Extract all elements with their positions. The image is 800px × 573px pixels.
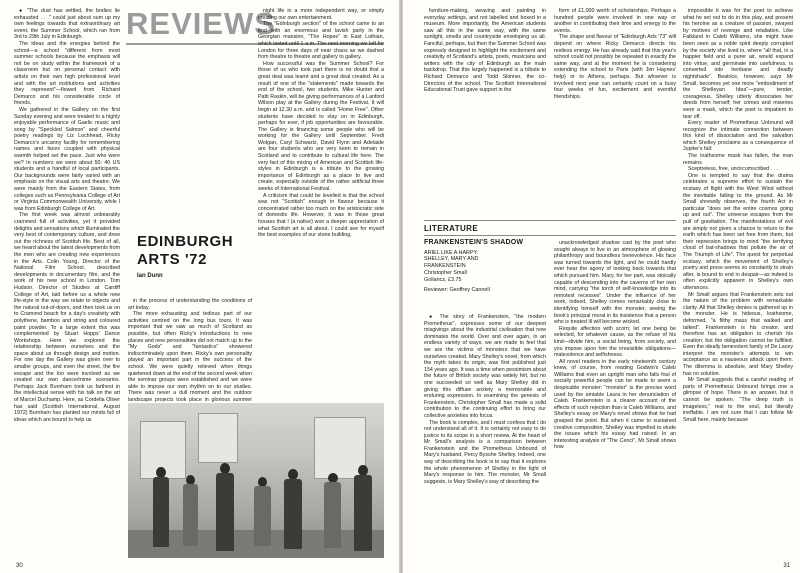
book-author: Christopher Small — [424, 269, 467, 276]
book-publisher: Gollancz, £3.75 — [424, 276, 462, 283]
paragraph: night life in a more independent way, or simply creating our own entertainment. — [258, 8, 384, 21]
book-title-line-1: ARIEL LIKE A HARPY: — [424, 249, 479, 256]
paragraph: ● The story of Frankenstein, "the modern Prometheus", expresses some of our deepest misgivings about the industrial civilisation that now dominates the world. Over and over again, in an endless variety of ways, we are made to feel that we are the victims of monsters that we have ourselves created. Mary Shelley's novel, from which the myth takes its origin, was first published just 154 years ago. It was a time when pessimism about the future of British society was widely felt, but no one succeeded so well as Mary Shelley did in giving this diffuse anxiety a memorable and enduring expression. In examining the genesis of Frankenstein, Christopher Small has made a solid contribution to the continuing effort to bring our collective anxieties into focus. — [424, 314, 546, 419]
paragraph: Mr Small argues that Frankenstein sets out the nature of the problem with remarkable clarity. All that Shelley denies is gathered up in the monster. He is hideous, loathsome, deformed, "a filthy mass that walked and talked". Frankenstein is his creator, and therefore has an obligation to cherish his creation; but the obligation cannot be fulfilled. Even the ideally benevolent family of De Lacey interpret the monster's attempts to win acceptance as a nauseous attack upon them. The dilemma is absolute, and Mary Shelley has no solution. — [683, 291, 793, 377]
left-column-2-top — [258, 8, 384, 239]
page-number-left: 30 — [16, 563, 23, 569]
paragraph: unacknowledged shadow cast by the poet who sought always to live in an atmosphere of glowing philanthropy and boundless benevolence. His face was turned towards the light, and he could hardly ever hear the agony of looking back towards that which pursued him. Mary, for her part, was stoically capable of descending into the caverns of her own mind, carrying "the torch of self-knowledge into its remotest recesses". Under the influence of her work, indeed, Shelley comes remarkably close to identifying himself with the monster, seeing the book's principal moral in its insistence that a person who is treated ill will become wicked. — [554, 240, 676, 326]
paragraph: Sceptreless, free, uncircumscribed . . . — [688, 166, 779, 173]
article-headline-block — [137, 233, 247, 295]
right-column-1-bottom — [424, 314, 546, 558]
left-column-3-middle — [258, 232, 384, 400]
book-title-line-2: SHELLEY, MARY AND — [424, 256, 479, 263]
right-column-2-bottom — [554, 240, 676, 558]
paragraph: We gathered in the Gallery on the first Sunday evening and were treated to a highly enjoyable performance of Gaelic music and song by "Speckled Salmon" and cheerful poetry readings by Liz Lochhead, Ricky Demarco's uncanny facility for remembering names and faces coupled with physical warmth helped set the pace. Just who were we? In numbers we were about 50: 40 US students and a handful of local participants. Our backgrounds were fairly varied with an emphasis on the visual arts and theatre. We were mainly from the Eastern States, from colleges such as Pennsylvania College of Art or Virginia Commonwealth University, while I was from Edinburgh College of Art. — [14, 106, 120, 212]
paragraph: The ideas and the energies behind the school—a school "different from most summer schools because the emphasis will not be on study within the framework of a classroom but on personal contact with artists on their own high professional level and with the art institutions and activities they represent"—flowed from Richard Demarco and his considerable circle of friends. — [14, 40, 120, 107]
paragraph: The first week was almost unbearably crammed full of activities, yet it provided delights and sensations which illuminated the very best of contemporary culture, and drew out the richness of Scottish life. Best of all, we heard about the latest developments from the men who are creating new experiences in the Arts. Colin Young, Director of the National Film School, described developments in documentary film, and the work of his new school in London. Tom Hudson, Director of Studies at Cardiff College of Art, laid before us a whole new life-style in the way we relate to objects and the natural out-of-doors, and then took us on to Cramond beach for a day's creativity with polythene, bamboo and string and coloured paint powder. To a large extent this was complemented by Stuart Hopps' Dance Workshops. Here we explored the relationship between ourselves and the space about us through design and motion. For one day the Gallery was given over to smaller groups, and even the street, the fire escape and the loo were involved as we created our own dance/mime scenarios. Perhaps Jack Burnham took us farthest in the intellectual sense with his talk on the art of Marcel Duchamp. Here, as Cordelia Oliver has said (Scottish International, August 1972) Burnham has planted our minds full of ideas which are bound to help us — [14, 212, 121, 423]
right-page — [403, 0, 800, 573]
paragraph: The book is complex, and I must confess that I do not understand all of it. It is certainly not easy to do justice to its scope in a short review. At the heart of Mr Small's analysis is a comparison between Frankenstein and the Prometheus Unbound of Mary's husband, Percy Bysshe Shelley. Indeed, one way of describing the book is to say that it explores the whole phenomenon of Shelley in the light of Mary's response to him. The monster, Mr Small suggests, is Mary Shelley's way of describing the — [424, 419, 546, 485]
paragraph: Mr Small suggests that a careful reading of parts of Prometheus Unbound brings one a glimpse of hope. There is an answer, but it cannot be spoken. "The deep truth is imageless," real to the soul, but literally ineffable. I am not sure that I can follow Mr Small here, mainly because — [683, 377, 793, 423]
paragraph: furniture-making, weaving and painting in everyday settings, and not labelled and boxed in a museum. More importantly, the American students saw all this in the same way, with the same sunlight, smells and countryside enveloping us all. Fanciful, perhaps, but then the Summer School was expressly designed to highlight the excitement and creativity of Scotland's artists, poets, musicians and writers with the city of Edinburgh as the main backdrop. That this largely happened is a tribute to Richard Demarco and Todd Skinner, the co-Directors of the school. The Scottish International Educational Trust gave support in the — [424, 8, 546, 94]
left-column-2-middle — [128, 298, 252, 403]
paragraph: Requite affection with scorn; let one being be selected, for whatever cause, as the refuse of his kind—divide him, a social being, from society, and you impose upon him the irresistible obligations—malevolence and selfishness. — [554, 325, 676, 359]
literature-box-rule — [424, 235, 676, 236]
book-review-heading — [424, 240, 546, 310]
paragraph: All novel readers in the early nineteenth century knew, of course, from reading Godwin's Caleb Williams that even an upright man who falls foul of socially powerful people can be made to seem a despicable monster: "monster" is the precise word used by the amiable Laura in her denunciation of Caleb. Frankenstein is a clearer account of the effects of such rejection than is Caleb Williams, and Shelley's essay on Mary's novel shows that he had grasped the point. But when it came to sustained creative composition, Shelley was impelled to elude the issues which his essay had raised. In an interesting analysis of "The Cenci", Mr Small shows how — [554, 358, 676, 451]
right-column-1-top — [424, 8, 546, 214]
book-title-line-3: FRANKENSTEIN — [424, 263, 466, 270]
article-headline: EDINBURGH ARTS '72 — [137, 233, 234, 268]
paragraph: One is tempted to say that the drama celebrates a supreme effort to sustain the ecstasy of flight with the West Wind without the inevitable falling to the ground. As Mr Small shrewdly observes, the fourth Act in particular "does set the entire cosmos going up and out". The universe escapes from the pull of gravitation. The manifestations of evil are simply not given a chance to return to the earth which has been set free from them, but their repression brings to mind "the terrifying cloud of bat-shadows that pollute the air of The Triumph of Life". The quest for perpetual ecstasy, which the movement of Shelley's poetry and prose seems so constantly to strain after, is bound to end in despair—as indeed is often explicitly apparent in Shelley's own utterances. — [683, 172, 793, 291]
paragraph: The shape and flavour of "Edinburgh Arts '73" will depend on where Ricky Demarco directs his restless energy. He has already said that this year's school could not possibly be repeated in exactly the same way, and at the moment he is considering extending the school to Paris (with Jim Haynes' help) or to Athens, perhaps. But whoever is involved next year can certainly count on a busy four weeks of fun, excitement and eventful friendships. — [554, 34, 676, 100]
book-reviewer: Reviewer: Geoffrey Cannell — [424, 286, 490, 293]
paragraph: Every reader of Prometheus Unbound will recognize the intimate connection between this kind of dissociation and the salvation which Shelley proclaims as a consequence of Jupiter's fall: — [683, 120, 793, 153]
paragraph: How successful was the Summer School? For those of us who took part there is no doubt that a great deal was learnt and a great deal created. As a result of one of the "statements" made towards the end of the school, two students, Mike Hunter and Patti Raskin, will be giving performances of a Lanford Wilson play at the Gallery during the Festival. It will begin at 12.30 a.m. and is called "Home Free". Other students have decided to stay on in Edinburgh, perhaps for ever, if job opportunities are favourable. The Gallery is financing some people who will be working for the Gallery until September. Fredi Wolgan, Caryl Schwartz, David Flynn and Adelaide are four students who are very keen to remain in Scotland and to contribute to cultural life here. The very fact of this mixing of American and Scottish life-styles in Edinburgh is a tribute to the growing importance of Edinburgh as a place to live and create, especially outside of the rather artificial three weeks of International Festival. — [258, 60, 384, 193]
review-title: FRANKENSTEIN'S SHADOW — [424, 239, 524, 246]
page-number-right: 31 — [783, 563, 790, 569]
paragraph: in the process of understanding the conditions of art today. — [128, 298, 252, 311]
right-column-3 — [683, 8, 793, 558]
gallery-photograph — [128, 403, 384, 558]
paragraph: form of £1,000 worth of scholarships. Perhaps a hundred people were involved in one way or another in contributing their time and energy to the events. — [554, 8, 676, 34]
paragraph: ● "The dust has settled, the bodies lie exhausted . . ." could just about sum up my own feelings towards that extraordinary art event, the Summer School, which ran from 3rd to 29th July in Edinburgh. — [14, 8, 120, 41]
paragraph: The "Edinburgh section" of the school came to an end with an enormous and lavish party in the Georgian mansion, "The Hopes" in East Lothian, which lasted until 1 a.m. The next morning we left for London for three days of near chaos as we dashed from theatre to theatre and gallery to gallery. — [258, 21, 384, 61]
literature-rule — [424, 220, 676, 221]
section-title: REVIEWS — [126, 6, 276, 41]
literature-section-title: LITERATURE — [424, 224, 479, 233]
paragraph: A criticism that could be levelled is that the school was not "Scottish" enough in flavour because it concentrated rather too much on the aristocratic side of domestic life. However, it was in those great houses that I (a native) won a deeper appreciation of what Scottish art is all about. I could see for myself the best examples of our stone building, — [258, 192, 384, 239]
paragraph: impossible it was for the poet to achieve what he set out to do in this play, and present his heroine as a creature of passion, swayed by motives of revenge and retaliation. Like Falkland in Caleb Williams, she might have been seen as a noble spirit deeply corrupted by the society she lived in, where "all that, in a happier field and a purer air, would expand into virtue, and germinate into usefulness, is converted into henbane and deadly nightshade". Beatrice, however, says Mr Small, becomes yet one more "embodiment of the Shelleyan Idea"—pure, tender, courageous. Shelley utterly dissociates her deeds from herself; her crimes and miseries were a mask, which the poet is impatient to tear off. — [683, 8, 793, 120]
left-column-1 — [14, 8, 120, 558]
paragraph: The more exhausting and tedious part of our activities centred on the long bus tours. It was important that we saw as much of Scotland as possible, but often Ricky's introductions to new places and new personalities did not match up to the "My Gods" and "fantastics" showered indiscriminately upon them. Ricky's own personality played an important part in the success of the school. We were quietly relieved when things quietened down at the end of the second week when the seminar groups were established and we were able to impose our own rhythm on to our studies. There was never a dull moment and the outdoor landscape projects took place in glorious summer — [128, 311, 252, 403]
right-column-2-top — [554, 8, 676, 214]
left-page — [0, 0, 399, 573]
article-byline: Ian Dunn — [137, 273, 163, 279]
paragraph: The loathsome mask has fallen, the man remains — [683, 153, 793, 166]
